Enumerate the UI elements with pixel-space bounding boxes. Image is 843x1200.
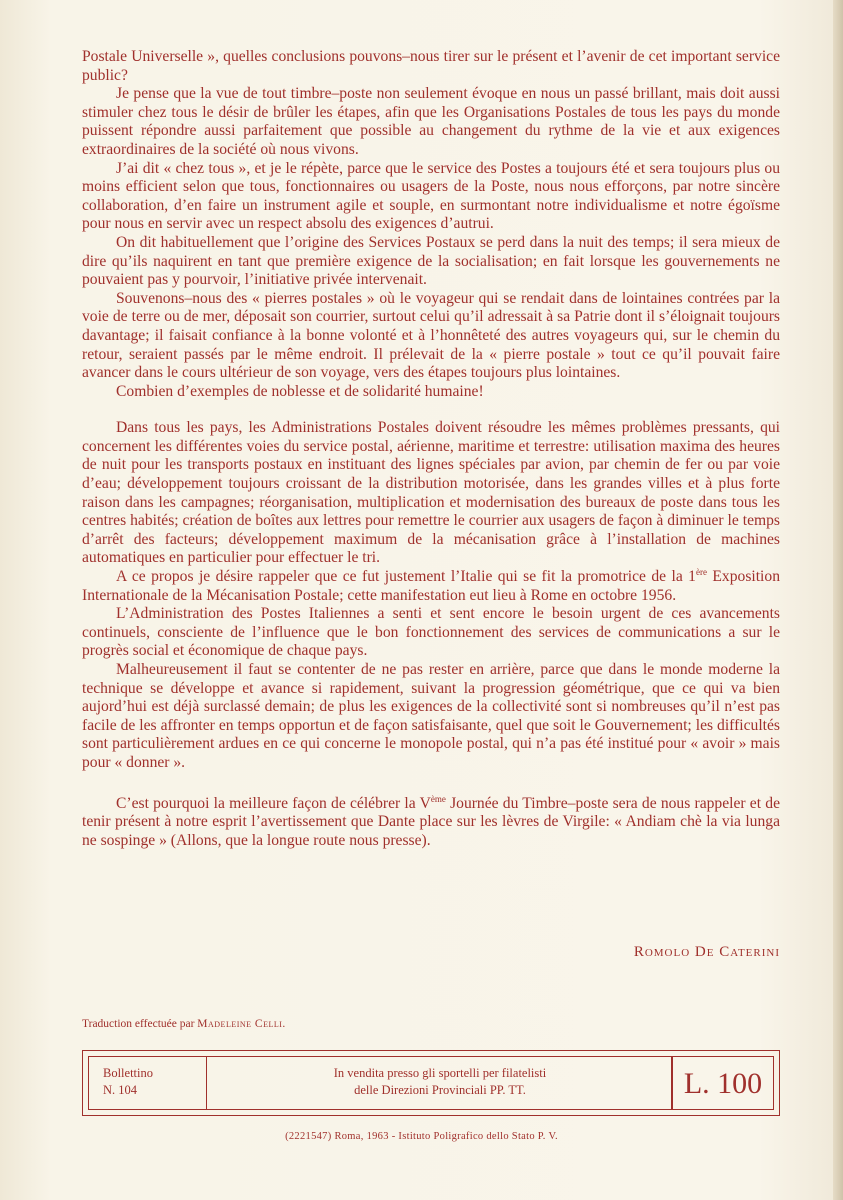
translation-credit bbox=[82, 1018, 286, 1030]
footer-inner-border bbox=[88, 1056, 774, 1110]
article-body bbox=[82, 48, 780, 850]
sale-info-cell bbox=[207, 1057, 673, 1109]
paragraph: Combien d’exemples de noblesse et de solidarité humaine! bbox=[116, 382, 484, 400]
paragraph: Je pense que la vue de tout timbre–poste non seulement évoque en nous un passé brillant, mais doit aussi stimuler chez tous le désir de brûler les étapes, afin que les Organisations Postales de tous les pays du monde puissent répondre aussi parfaitement que possible au changement du rythme de la vie et aux exigences extraordinaires de la société où nous vivons. bbox=[82, 85, 780, 158]
paragraph: Dans tous les pays, les Administrations Postales doivent résoudre les mêmes problèmes pressants, qui concernent les différentes voies du service postal, aérienne, maritime et terrestre: utilisation maxima des heures de nuit pour les transports postaux en instituant des lignes spéciales par avion, par chemin de fer ou par voie d’eau; développement toujours croissant de la distribution motorisée, dans les grandes villes et à plus forte raison dans les campagnes; réorganisation, multiplication et modernisation des bureaux de poste dans tous les centres habités; création de boîtes aux lettres pour remettre le courrier aux usagers de façon à diminuer le temps d’arrêt des facteurs; développement maximum de la mécanisation grâce à l’installation de machines automatiques en particulier pour effectuer le tri. bbox=[82, 419, 780, 567]
footer-box bbox=[82, 1050, 780, 1116]
paragraph: J’ai dit « chez tous », et je le répète, parce que le service des Postes a toujours été et sera toujours plus ou moins efficient selon que tous, fonctionnaires ou usagers de la Poste, nous nous efforçons, par notre sincère collaboration, d’en faire un instrument agile et souple, en surmontant notre individualisme et notre égoïsme pour nous en servir avec un respect absolu des exigences d’autrui. bbox=[82, 159, 780, 233]
paragraph: L’Administration des Postes Italiennes a senti et sent encore le besoin urgent de ces avancements continuels, consciente de l’influence que le bon fonctionnement des services de communications a sur le progrès social et économique de chaque pays. bbox=[82, 605, 780, 660]
paragraph-text: Journée du Timbre–poste sera de nous rappeler et de tenir présent à notre esprit l’avertissement que Dante place sur les lèvres de Virgile: « Andiam chè la via lunga ne sospinge » (Allons, que la longue route nous presse). bbox=[82, 794, 780, 849]
superscript: ère bbox=[695, 567, 707, 578]
paragraph bbox=[82, 795, 780, 851]
bulletin-cell bbox=[89, 1057, 207, 1109]
page-edge bbox=[833, 0, 843, 1200]
paragraph-text: Exposition Internationale de la Mécanisation Postale; cette manifestation eut lieu à Rome en octobre 1956. bbox=[82, 568, 780, 604]
sale-info-line: In vendita presso gli sportelli per filatelisti bbox=[333, 1066, 547, 1080]
paragraph: On dit habituellement que l’origine des Services Postaux se perd dans la nuit des temps; il sera mieux de dire qu’ils naquirent en tant que première exigence de la socialisation; en fait lorsque les gouvernements ne pouvaient pas y pourvoir, l’initiative privée intervenait. bbox=[82, 233, 780, 289]
printer-imprint: (2221547) Roma, 1963 - Istituto Poligrafico dello Stato P. V. bbox=[285, 1131, 558, 1142]
paragraph bbox=[82, 568, 780, 605]
paragraph: Malheureusement il faut se contenter de ne pas rester en arrière, parce que dans le monde moderne la technique se développe et avance si rapidement, suivant la progression géométrique, que ce qui va bien aujord’hui est déjà surclassé demain; de plus les exigences de la collectivité sont si nombreuses qu’il n’est pas facile de les affronter en temps opportun et de façon satisfaisante, quel que soit le Gouvernement; les difficultés sont particulièrement ardues en ce qui concerne le monopole postal, qui n’a pas été institué pour « avoir » mais pour « donner ». bbox=[82, 661, 780, 771]
bulletin-number: N. 104 bbox=[103, 1083, 138, 1097]
superscript: ème bbox=[430, 793, 446, 804]
paragraph-text: C’est pourquoi la meilleure façon de célébrer la V bbox=[116, 794, 431, 812]
sale-info-line: delle Direzioni Provinciali PP. TT. bbox=[354, 1083, 526, 1097]
author-signature: Romolo De Caterini bbox=[633, 944, 780, 960]
translator-name: Madeleine Celli. bbox=[197, 1018, 286, 1030]
paragraph: Souvenons–nous des « pierres postales » où le voyageur qui se rendait dans de lointaines contrées par la voie de terre ou de mer, déposait son courrier, surtout celui qu’il adressait à sa Patrie dont il s’éloignait toujours davantage; il faisait confiance à la bonne volonté et à l’honnêteté des autres voyageurs qui, sur le chemin du retour, seraient passés par le même endroit. Il prélevait de la « pierre postale » tout ce qu’il pouvait faire avancer dans le cours ultérieur de son voyage, vers des étapes toujours plus lointaines. bbox=[82, 289, 780, 382]
bulletin-label: Bollettino bbox=[103, 1066, 153, 1080]
price-cell: L. 100 bbox=[671, 1057, 773, 1109]
paragraph-text: A ce propos je désire rappeler que ce fut justement l’Italie qui se fit la promotrice de la 1 bbox=[116, 568, 696, 586]
paragraph: Postale Universelle », quelles conclusions pouvons–nous tirer sur le présent et l’avenir de cet important service public? bbox=[82, 48, 780, 84]
translation-prefix: Traduction effectuée par bbox=[82, 1018, 198, 1030]
